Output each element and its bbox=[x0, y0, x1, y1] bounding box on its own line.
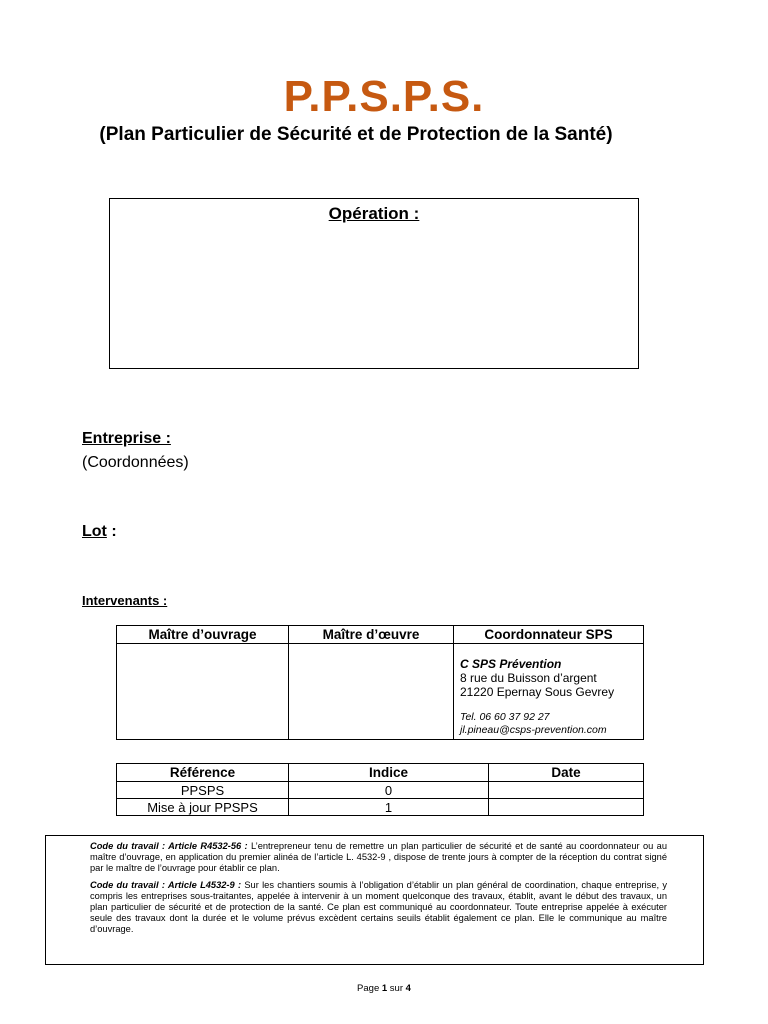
sps-phone: Tel. 06 60 37 92 27 bbox=[460, 711, 550, 723]
header-date: Date bbox=[489, 764, 644, 782]
footer-page-word: Page bbox=[357, 983, 382, 994]
operation-label: Opération : bbox=[328, 204, 420, 223]
sps-address-line2: 21220 Epernay Sous Gevrey bbox=[460, 685, 615, 699]
cell-maitre-ouvrage bbox=[117, 644, 289, 740]
legal-ref-l4532-9: Code du travail : Article L4532-9 : bbox=[90, 880, 242, 890]
cell-indice: 1 bbox=[289, 799, 489, 816]
header-reference: Référence bbox=[117, 764, 289, 782]
legal-text-r4532-56: L’entrepreneur tenu de remettre un plan particulier de sécurité et de santé au coordonnateur ou au maître d’ouvrage, en application du premier alinéa de l’article L. 4532-9 , dispose de trente jours à compter de la réception du contrat signé par le maître de l’ouvrage pour établir ce plan. bbox=[90, 841, 667, 873]
footer-page-total: 4 bbox=[405, 983, 411, 994]
legal-paragraph-r4532-56 bbox=[90, 841, 667, 874]
lot-word: Lot bbox=[82, 523, 107, 540]
table-header-row bbox=[117, 626, 644, 644]
cell-maitre-oeuvre bbox=[289, 644, 454, 740]
table-row bbox=[117, 782, 644, 799]
sps-address-line1: 8 rue du Buisson d’argent bbox=[460, 671, 597, 685]
entreprise-label: Entreprise : bbox=[82, 430, 171, 447]
cell-reference: Mise à jour PPSPS bbox=[117, 799, 289, 816]
intervenants-label: Intervenants : bbox=[82, 593, 168, 608]
table-row bbox=[117, 799, 644, 816]
header-indice: Indice bbox=[289, 764, 489, 782]
cell-reference: PPSPS bbox=[117, 782, 289, 799]
legal-text-l4532-9: Sur les chantiers soumis à l’obligation d’établir un plan général de coordination, chaque entreprise, y compris les entreprises sous-traitantes, appelée à intervenir à un moment quelconque des travaux, établit, avant le début des travaux, un plan particulier de sécurité et de protection de la santé. Ce plan est communiqué au coordonnateur. Toute entreprise appelée à exécuter seule des travaux dont la durée et le volume prévus excèdent certains seuils établit également ce plan. Elle le communique au maître d’ouvrage. bbox=[90, 880, 668, 934]
sps-email: jl.pineau@csps-prevention.com bbox=[460, 724, 607, 736]
footer-of-word: sur bbox=[387, 983, 406, 994]
footer-page-number: 1 bbox=[381, 983, 388, 994]
header-coordonnateur-sps: Coordonnateur SPS bbox=[454, 626, 644, 644]
header-maitre-oeuvre: Maître d’œuvre bbox=[289, 626, 454, 644]
reference-table bbox=[116, 763, 644, 816]
lot-colon: : bbox=[106, 523, 117, 540]
legal-notice-box bbox=[45, 835, 704, 965]
legal-ref-r4532-56: Code du travail : Article R4532-56 : bbox=[90, 841, 248, 851]
page-footer bbox=[0, 983, 768, 994]
sps-company-name: C SPS Prévention bbox=[460, 657, 562, 671]
table-row bbox=[117, 644, 644, 740]
legal-paragraph-l4532-9 bbox=[90, 880, 667, 935]
lot-label bbox=[82, 523, 117, 541]
cell-indice: 0 bbox=[289, 782, 489, 799]
document-title: P.P.S.P.S. bbox=[283, 72, 485, 121]
cell-coordonnateur-sps bbox=[454, 644, 644, 740]
cell-date bbox=[489, 799, 644, 816]
operation-box bbox=[109, 198, 639, 369]
table-header-row bbox=[117, 764, 644, 782]
entreprise-coordinates: (Coordonnées) bbox=[82, 454, 189, 471]
document-subtitle: (Plan Particulier de Sécurité et de Protection de la Santé) bbox=[99, 124, 613, 145]
cell-date bbox=[489, 782, 644, 799]
intervenants-table bbox=[116, 625, 644, 740]
header-maitre-ouvrage: Maître d’ouvrage bbox=[117, 626, 289, 644]
